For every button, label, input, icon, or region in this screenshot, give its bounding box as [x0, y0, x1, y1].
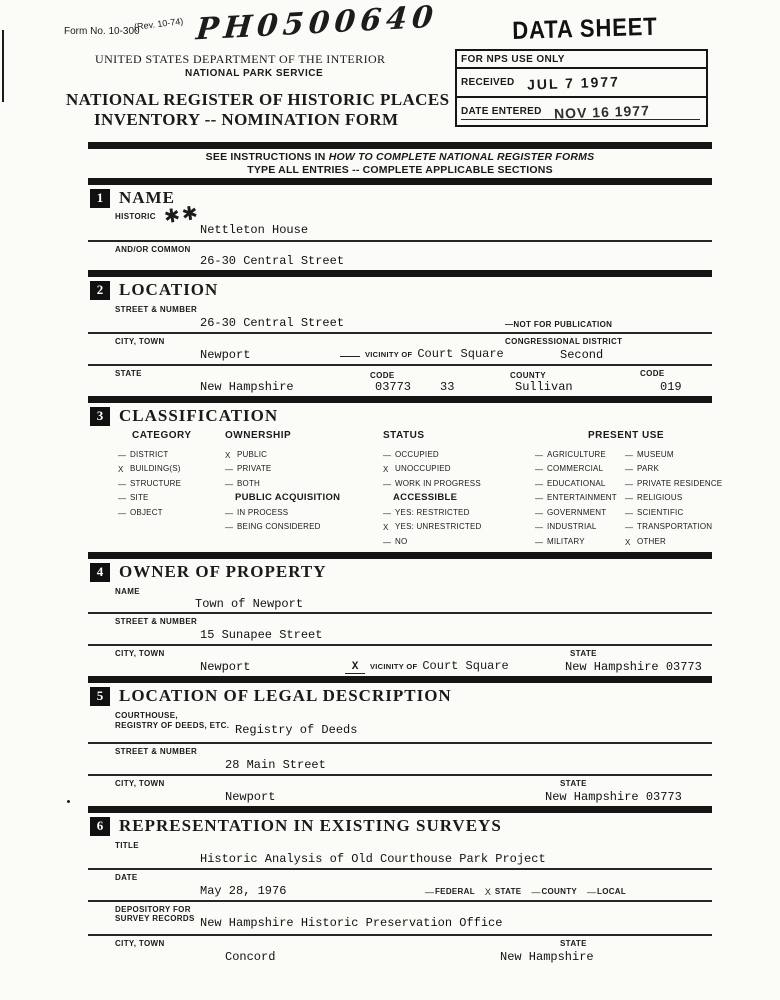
classification-option [118, 505, 181, 520]
section-number: 5 [90, 687, 110, 706]
field-street-number [88, 302, 712, 332]
checkbox-mark: — [625, 494, 634, 504]
option-label: FEDERAL [435, 887, 475, 896]
code2-label: CODE [640, 369, 665, 378]
classification-option [383, 447, 482, 462]
option-label: SITE [130, 493, 149, 503]
field-owner-city [88, 644, 712, 676]
section-title: CLASSIFICATION [119, 406, 279, 425]
section-divider-bar [88, 396, 712, 403]
field-common-name [88, 240, 712, 270]
received-date-stamp: JUL 7 1977 [526, 72, 620, 93]
nps-use-only-box [455, 49, 708, 127]
option-label: LOCAL [597, 887, 627, 896]
classification-option [535, 462, 617, 477]
classification-option [383, 476, 482, 491]
classification-option [225, 447, 340, 462]
section-divider-bar [88, 270, 712, 277]
checkbox-mark: — [587, 887, 597, 897]
checkbox-mark: — [535, 494, 544, 504]
section-divider-bar [88, 142, 712, 149]
field-value: 26-30 Central Street [200, 316, 345, 330]
field-value: Town of Newport [195, 597, 304, 611]
code2-value: 019 [660, 380, 682, 394]
field-value: Registry of Deeds [235, 723, 358, 737]
vicinity-value: Court Square [417, 347, 504, 361]
state-value: New Hampshire [200, 380, 294, 394]
vicinity-group [345, 659, 509, 674]
date-entered-line [461, 119, 700, 120]
field-label: STREET & NUMBER [115, 617, 198, 626]
field-label: AND/OR COMMON [115, 245, 191, 254]
field-value: Newport [200, 348, 251, 362]
classification-option [625, 462, 722, 477]
section-divider-bar [88, 178, 712, 185]
vicinity-checkbox [340, 356, 360, 357]
field-historic-name [88, 201, 712, 240]
field-label: STREET & NUMBER [115, 747, 198, 756]
option-label: MILITARY [547, 536, 585, 546]
state-value: New Hampshire 03773 [545, 790, 682, 804]
checkbox-mark: — [118, 508, 127, 518]
checkbox-mark: — [225, 479, 234, 489]
field-survey-date [88, 868, 712, 900]
option-label: BUILDING(S) [130, 464, 181, 474]
option-label: PRIVATE [237, 464, 272, 474]
instructions-line1 [88, 151, 712, 164]
category-list [118, 447, 181, 520]
option-label: COUNTY [541, 887, 578, 896]
state-label: STATE [560, 939, 587, 948]
classification-option [625, 534, 722, 549]
vicinity-label: VICINITY OF [370, 662, 418, 671]
code-label: CODE [370, 371, 395, 380]
state-label: STATE [115, 369, 142, 378]
section-6-header [88, 813, 712, 838]
field-value: 28 Main Street [225, 758, 326, 772]
section-number: 4 [90, 563, 110, 582]
option-label: OCCUPIED [395, 449, 439, 459]
field-label: HISTORIC [115, 212, 156, 221]
field-label: DATE [115, 873, 138, 882]
field-label: TITLE [115, 841, 139, 850]
status-column-header: STATUS [383, 430, 425, 441]
agency-title: NATIONAL PARK SERVICE [185, 68, 324, 79]
field-value: 15 Sunapee Street [200, 628, 323, 642]
option-label: RELIGIOUS [637, 493, 683, 503]
state-value: New Hampshire [500, 950, 594, 964]
option-label: PARK [637, 464, 659, 474]
classification-option [535, 491, 617, 506]
option-label: BOTH [237, 478, 261, 488]
classification-option [225, 520, 340, 535]
field-value: Historic Analysis of Old Courthouse Park Project [200, 852, 546, 866]
vicinity-value: Court Square [422, 659, 509, 673]
not-for-publication-label: —NOT FOR PUBLICATION [505, 320, 613, 329]
checkbox-mark: X [118, 465, 124, 475]
scan-edge-artifact [2, 30, 4, 102]
survey-level-group [425, 886, 636, 896]
form-revision: (Rev. 10-74) [133, 16, 184, 32]
option-label: SCIENTIFIC [637, 507, 684, 517]
option-label: YES: UNRESTRICTED [395, 522, 482, 532]
classification-option [625, 447, 722, 462]
field-label: SURVEY RECORDS [115, 914, 195, 923]
register-title: NATIONAL REGISTER OF HISTORIC PLACES [66, 90, 450, 109]
data-sheet-stamp: DATA SHEET [512, 12, 658, 45]
congressional-district-value: Second [560, 348, 604, 362]
handwritten-control-number: PH0500640 [194, 0, 440, 48]
option-label: DISTRICT [130, 449, 169, 459]
classification-option [625, 505, 722, 520]
public-acquisition-subheader: PUBLIC ACQUISITION [235, 492, 341, 504]
section-number: 6 [90, 817, 110, 836]
section-4-header [88, 559, 712, 584]
checkbox-mark: — [383, 479, 392, 489]
instructions-manual-title: HOW TO COMPLETE NATIONAL REGISTER FORMS [328, 151, 595, 163]
instructions-pre: SEE INSTRUCTIONS IN [205, 151, 329, 163]
option-label: YES: RESTRICTED [395, 507, 470, 517]
nps-use-only-label: FOR NPS USE ONLY [457, 51, 706, 69]
checkbox-mark: — [535, 450, 544, 460]
instructions-line2: TYPE ALL ENTRIES -- COMPLETE APPLICABLE SECTIONS [247, 164, 553, 176]
date-entered-label: DATE ENTERED [461, 106, 542, 117]
option-label: INDUSTRIAL [547, 522, 597, 532]
ownership-column-header: OWNERSHIP [225, 430, 292, 441]
present-use-column-header: PRESENT USE [588, 430, 665, 441]
state-value: New Hampshire 03773 [565, 660, 702, 674]
checkbox-mark: — [118, 450, 127, 460]
field-legal-street [88, 742, 712, 774]
option-label: ENTERTAINMENT [547, 493, 617, 503]
section-title: NAME [119, 188, 175, 207]
present-use-list-right [625, 447, 722, 549]
classification-option [625, 476, 722, 491]
field-survey-title [88, 838, 712, 868]
classification-option [118, 447, 181, 462]
option-label: UNOCCUPIED [395, 464, 451, 474]
field-courthouse [88, 708, 712, 742]
classification-option [383, 462, 482, 477]
section-number: 1 [90, 189, 110, 208]
handwritten-asterisks: ✱✱ [162, 201, 202, 229]
field-value: Newport [225, 790, 276, 804]
field-state-row [88, 364, 712, 396]
field-value: Newport [200, 660, 251, 674]
option-label: OTHER [637, 536, 666, 546]
category-column-header: CATEGORY [132, 430, 192, 441]
form-body [88, 142, 723, 966]
option-label: NO [395, 536, 408, 546]
section-title: REPRESENTATION IN EXISTING SURVEYS [119, 816, 502, 835]
field-value: Nettleton House [200, 223, 309, 237]
field-value: May 28, 1976 [200, 884, 287, 898]
checkbox-mark: — [383, 508, 392, 518]
checkbox-mark: — [625, 450, 634, 460]
option-label: TRANSPORTATION [637, 522, 713, 532]
checkbox-mark: — [531, 887, 541, 897]
checkbox-mark: — [535, 479, 544, 489]
field-label: CITY, TOWN [115, 649, 165, 658]
checkbox-mark: — [118, 479, 127, 489]
field-label: CITY, TOWN [115, 337, 165, 346]
classification-option [118, 491, 181, 506]
classification-option [535, 447, 617, 462]
congressional-district-label: CONGRESSIONAL DISTRICT [505, 337, 623, 346]
classification-option [383, 505, 482, 520]
checkbox-mark: — [535, 523, 544, 533]
department-title: UNITED STATES DEPARTMENT OF THE INTERIOR [95, 52, 386, 66]
option-label: MUSEUM [637, 449, 674, 459]
checkbox-mark: — [425, 887, 434, 897]
classification-option [625, 520, 722, 535]
date-entered-row [457, 98, 706, 125]
classification-option [225, 476, 340, 491]
checkbox-mark: — [225, 508, 234, 518]
checkbox-mark: X [484, 887, 491, 897]
option-label: AGRICULTURE [547, 449, 606, 459]
classification-option [225, 462, 340, 477]
checkbox-mark: — [625, 508, 634, 518]
section-2-header [88, 277, 712, 302]
classification-option [225, 505, 340, 520]
field-label: COURTHOUSE, [115, 711, 178, 720]
option-label: PUBLIC [237, 449, 268, 459]
checkbox-mark: — [383, 450, 392, 460]
county-value: Sullivan [515, 380, 573, 394]
checkbox-mark: — [225, 465, 234, 475]
checkbox-mark: — [535, 508, 544, 518]
field-value: 26-30 Central Street [200, 254, 345, 268]
accessible-subheader: ACCESSIBLE [393, 492, 458, 504]
checkbox-mark: X [225, 450, 231, 460]
field-label: CITY, TOWN [115, 939, 165, 948]
checkbox-mark: — [383, 537, 392, 547]
received-row [457, 69, 706, 98]
section-divider-bar [88, 676, 712, 683]
field-legal-city [88, 774, 712, 806]
option-label: OBJECT [130, 507, 163, 517]
section-title: OWNER OF PROPERTY [119, 562, 327, 581]
classification-option [383, 534, 482, 549]
form-title: INVENTORY -- NOMINATION FORM [94, 110, 399, 129]
option-label: GOVERNMENT [547, 507, 607, 517]
received-label: RECEIVED [461, 77, 515, 88]
checkbox-mark: X [383, 465, 389, 475]
option-label: EDUCATIONAL [547, 478, 606, 488]
instructions [88, 149, 712, 178]
checkbox-mark: — [225, 523, 234, 533]
section-title: LOCATION OF LEGAL DESCRIPTION [119, 686, 452, 705]
section-divider-bar [88, 552, 712, 559]
classification-option [535, 476, 617, 491]
field-value: New Hampshire Historic Preservation Office [200, 916, 503, 930]
field-label: STREET & NUMBER [115, 305, 198, 314]
vicinity-label: VICINITY OF [365, 350, 413, 359]
classification-option [535, 534, 617, 549]
field-label: REGISTRY OF DEEDS, ETC. [115, 721, 230, 730]
state-label: STATE [570, 649, 597, 658]
option-label: PRIVATE RESIDENCE [637, 478, 723, 488]
classification-option [625, 491, 722, 506]
option-label: WORK IN PROGRESS [395, 478, 481, 488]
field-label: DEPOSITORY FOR [115, 905, 191, 914]
code-value: 03773 [375, 380, 412, 394]
classification-option [383, 520, 482, 535]
field-owner-name [88, 584, 712, 612]
code-value-2: 33 [440, 380, 455, 394]
field-survey-city [88, 934, 712, 966]
field-owner-street [88, 612, 712, 644]
status-list [383, 447, 482, 549]
checkbox-mark: — [625, 523, 634, 533]
option-label: COMMERCIAL [547, 464, 604, 474]
classification-grid [88, 428, 723, 552]
classification-option [118, 462, 181, 477]
field-label: CITY, TOWN [115, 779, 165, 788]
checkbox-mark: — [118, 494, 127, 504]
checkbox-mark: — [625, 465, 634, 475]
scan-dot-artifact [67, 800, 70, 803]
classification-option [535, 520, 617, 535]
option-label: BEING CONSIDERED [237, 522, 321, 532]
classification-option [535, 505, 617, 520]
checkbox-mark: X [625, 537, 631, 547]
present-use-list-left [535, 447, 617, 549]
section-number: 3 [90, 407, 110, 426]
county-label: COUNTY [510, 371, 546, 380]
vicinity-checkbox: X [345, 662, 365, 674]
section-5-header [88, 683, 712, 708]
form-number: Form No. 10-300 [64, 26, 140, 37]
field-value: Concord [225, 950, 276, 964]
checkbox-mark: — [535, 537, 544, 547]
vicinity-group [340, 347, 504, 361]
classification-option [118, 476, 181, 491]
ownership-list [225, 447, 340, 534]
field-depository [88, 900, 712, 934]
section-divider-bar [88, 806, 712, 813]
option-label: STRUCTURE [130, 478, 182, 488]
entered-date-stamp: NOV 16 1977 [553, 101, 650, 122]
checkbox-mark: X [383, 523, 389, 533]
field-city-town [88, 332, 712, 364]
field-label: NAME [115, 587, 140, 596]
option-label: STATE [494, 887, 522, 896]
state-label: STATE [560, 779, 587, 788]
option-label: IN PROCESS [237, 507, 289, 517]
section-number: 2 [90, 281, 110, 300]
section-3-header [88, 403, 712, 428]
section-title: LOCATION [119, 280, 219, 299]
checkbox-mark: — [625, 479, 634, 489]
checkbox-mark: — [535, 465, 544, 475]
